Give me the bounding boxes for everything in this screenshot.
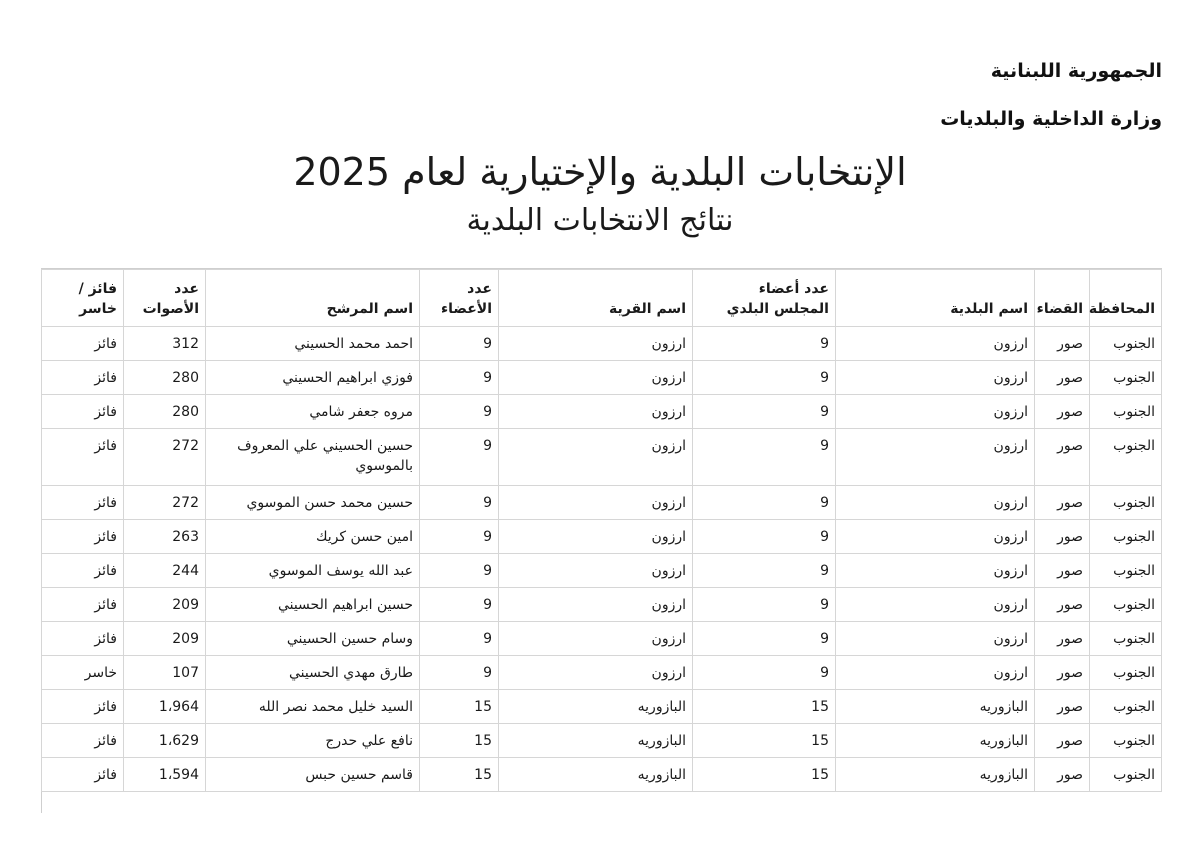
republic-heading: الجمهورية اللبنانية — [990, 60, 1162, 82]
cell-village: ارزون — [499, 656, 693, 690]
cell-municipality: ارزون — [836, 395, 1035, 429]
column-header-council-members: عدد أعضاء المجلس البلدي — [693, 270, 836, 327]
table-row — [42, 656, 1162, 690]
cell-council-members: 9 — [693, 622, 836, 656]
column-header-village: اسم القرية — [499, 270, 693, 327]
cell-village: ارزون — [499, 361, 693, 395]
cell-votes: 272 — [124, 429, 206, 486]
cell-village: ارزون — [499, 554, 693, 588]
column-header-result: فائز / خاسر — [42, 270, 124, 327]
cell-council-members: 9 — [693, 395, 836, 429]
cell-village: ارزون — [499, 327, 693, 361]
table-row — [42, 327, 1162, 361]
cell-result: فائز — [42, 395, 124, 429]
cell-votes: 280 — [124, 395, 206, 429]
cell-result: فائز — [42, 520, 124, 554]
cell-council-members: 9 — [693, 486, 836, 520]
cell-result: فائز — [42, 588, 124, 622]
table-row — [42, 361, 1162, 395]
table-row — [42, 520, 1162, 554]
table-header-row — [42, 270, 1162, 327]
cell-candidate: امين حسن كريك — [206, 520, 420, 554]
cell-governorate: الجنوب — [1090, 327, 1162, 361]
cell-result: فائز — [42, 429, 124, 486]
cell-village: البازوريه — [499, 724, 693, 758]
cell-member-count: 15 — [420, 724, 499, 758]
cell-village: ارزون — [499, 486, 693, 520]
cell-district: صور — [1035, 361, 1090, 395]
cell-district: صور — [1035, 486, 1090, 520]
cell-member-count: 9 — [420, 361, 499, 395]
cell-votes: 209 — [124, 588, 206, 622]
cell-result: فائز — [42, 758, 124, 792]
table-row — [42, 395, 1162, 429]
cell-member-count: 9 — [420, 327, 499, 361]
cell-member-count: 15 — [420, 758, 499, 792]
cell-municipality: ارزون — [836, 622, 1035, 656]
cell-votes: 244 — [124, 554, 206, 588]
cell-member-count: 9 — [420, 588, 499, 622]
table-row — [42, 724, 1162, 758]
cell-votes: 1،594 — [124, 758, 206, 792]
cell-votes: 1،964 — [124, 690, 206, 724]
cell-candidate: طارق مهدي الحسيني — [206, 656, 420, 690]
cell-district: صور — [1035, 656, 1090, 690]
results-table — [41, 269, 1162, 792]
cell-member-count: 15 — [420, 690, 499, 724]
cell-result: فائز — [42, 690, 124, 724]
cell-council-members: 9 — [693, 327, 836, 361]
cell-candidate: حسين ابراهيم الحسيني — [206, 588, 420, 622]
page-subtitle: نتائج الانتخابات البلدية — [466, 203, 734, 238]
cell-governorate: الجنوب — [1090, 520, 1162, 554]
results-table-container — [41, 268, 1162, 813]
cell-municipality: ارزون — [836, 429, 1035, 486]
table-row — [42, 588, 1162, 622]
cell-district: صور — [1035, 395, 1090, 429]
cell-council-members: 9 — [693, 520, 836, 554]
cell-council-members: 15 — [693, 724, 836, 758]
cell-governorate: الجنوب — [1090, 622, 1162, 656]
ministry-heading: وزارة الداخلية والبلديات — [940, 108, 1162, 130]
cell-municipality: البازوريه — [836, 758, 1035, 792]
cell-governorate: الجنوب — [1090, 656, 1162, 690]
cell-village: البازوريه — [499, 758, 693, 792]
cell-candidate: مروه جعفر شامي — [206, 395, 420, 429]
table-row — [42, 554, 1162, 588]
cell-candidate: نافع علي حدرج — [206, 724, 420, 758]
cell-village: ارزون — [499, 520, 693, 554]
cell-candidate: احمد محمد الحسيني — [206, 327, 420, 361]
cell-municipality: ارزون — [836, 327, 1035, 361]
cell-member-count: 9 — [420, 520, 499, 554]
cell-governorate: الجنوب — [1090, 554, 1162, 588]
cell-district: صور — [1035, 327, 1090, 361]
cell-candidate: حسين محمد حسن الموسوي — [206, 486, 420, 520]
cell-village: ارزون — [499, 395, 693, 429]
cell-member-count: 9 — [420, 486, 499, 520]
cell-district: صور — [1035, 758, 1090, 792]
cell-village: ارزون — [499, 588, 693, 622]
cell-votes: 107 — [124, 656, 206, 690]
results-table-body — [42, 327, 1162, 792]
cell-votes: 312 — [124, 327, 206, 361]
cell-municipality: ارزون — [836, 361, 1035, 395]
cell-votes: 1،629 — [124, 724, 206, 758]
column-header-candidate: اسم المرشح — [206, 270, 420, 327]
cell-votes: 280 — [124, 361, 206, 395]
cell-result: خاسر — [42, 656, 124, 690]
cell-district: صور — [1035, 690, 1090, 724]
cell-governorate: الجنوب — [1090, 588, 1162, 622]
cell-candidate: وسام حسين الحسيني — [206, 622, 420, 656]
cell-votes: 272 — [124, 486, 206, 520]
cell-municipality: ارزون — [836, 588, 1035, 622]
cell-member-count: 9 — [420, 429, 499, 486]
cell-governorate: الجنوب — [1090, 429, 1162, 486]
table-row — [42, 758, 1162, 792]
cell-candidate: السيد خليل محمد نصر الله — [206, 690, 420, 724]
cell-candidate: فوزي ابراهيم الحسيني — [206, 361, 420, 395]
cell-district: صور — [1035, 429, 1090, 486]
cell-result: فائز — [42, 724, 124, 758]
cell-village: ارزون — [499, 622, 693, 656]
cell-district: صور — [1035, 520, 1090, 554]
cell-member-count: 9 — [420, 554, 499, 588]
column-header-district: القضاء — [1035, 270, 1090, 327]
cell-result: فائز — [42, 361, 124, 395]
cell-governorate: الجنوب — [1090, 690, 1162, 724]
cell-votes: 209 — [124, 622, 206, 656]
cell-candidate: عبد الله يوسف الموسوي — [206, 554, 420, 588]
column-header-member-count: عدد الأعضاء — [420, 270, 499, 327]
cell-governorate: الجنوب — [1090, 758, 1162, 792]
cell-candidate: قاسم حسين حبس — [206, 758, 420, 792]
table-row — [42, 486, 1162, 520]
cell-governorate: الجنوب — [1090, 724, 1162, 758]
cell-council-members: 9 — [693, 429, 836, 486]
cell-council-members: 15 — [693, 690, 836, 724]
cell-council-members: 9 — [693, 588, 836, 622]
table-row — [42, 622, 1162, 656]
cell-governorate: الجنوب — [1090, 361, 1162, 395]
cell-council-members: 9 — [693, 361, 836, 395]
column-header-governorate: المحافظة — [1090, 270, 1162, 327]
cell-votes: 263 — [124, 520, 206, 554]
cell-village: البازوريه — [499, 690, 693, 724]
cell-municipality: ارزون — [836, 554, 1035, 588]
table-row — [42, 690, 1162, 724]
column-header-votes: عدد الأصوات — [124, 270, 206, 327]
cell-result: فائز — [42, 327, 124, 361]
cell-member-count: 9 — [420, 656, 499, 690]
cell-municipality: البازوريه — [836, 724, 1035, 758]
cell-member-count: 9 — [420, 622, 499, 656]
cell-district: صور — [1035, 622, 1090, 656]
cell-district: صور — [1035, 724, 1090, 758]
cell-result: فائز — [42, 486, 124, 520]
page-title: الإنتخابات البلدية والإختيارية لعام 2025 — [293, 150, 907, 194]
cell-council-members: 9 — [693, 554, 836, 588]
column-header-municipality: اسم البلدية — [836, 270, 1035, 327]
cell-council-members: 9 — [693, 656, 836, 690]
cell-municipality: ارزون — [836, 486, 1035, 520]
cell-district: صور — [1035, 588, 1090, 622]
cell-result: فائز — [42, 622, 124, 656]
table-row — [42, 429, 1162, 486]
cell-village: ارزون — [499, 429, 693, 486]
cell-council-members: 15 — [693, 758, 836, 792]
cell-municipality: ارزون — [836, 656, 1035, 690]
cell-governorate: الجنوب — [1090, 486, 1162, 520]
cell-candidate: حسين الحسيني علي المعروف بالموسوي — [206, 429, 420, 486]
cell-member-count: 9 — [420, 395, 499, 429]
cell-district: صور — [1035, 554, 1090, 588]
cell-governorate: الجنوب — [1090, 395, 1162, 429]
cell-result: فائز — [42, 554, 124, 588]
cell-municipality: ارزون — [836, 520, 1035, 554]
cell-municipality: البازوريه — [836, 690, 1035, 724]
